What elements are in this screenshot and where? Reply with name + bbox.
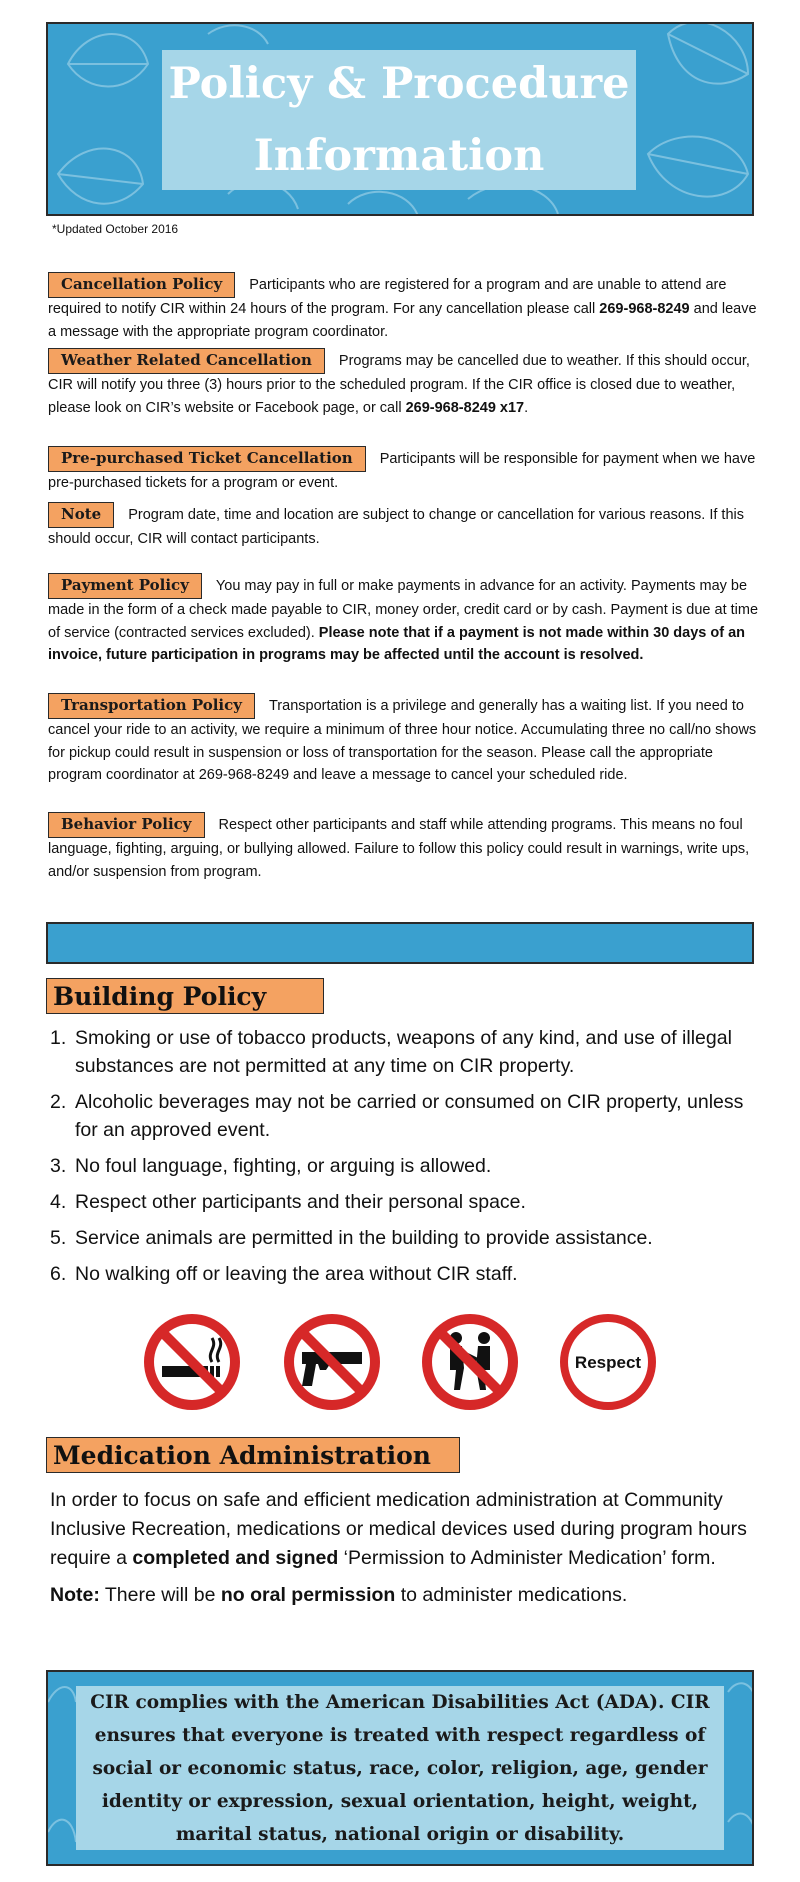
list-item: 2. Alcoholic beverages may not be carried or consumed on CIR property, unless for an approved event. xyxy=(50,1091,744,1141)
cancellation-policy-label: Cancellation Policy xyxy=(48,272,235,298)
list-item: 4. Respect other participants and their personal space. xyxy=(50,1191,526,1213)
page-title-line1: Policy & Procedure xyxy=(168,59,630,109)
payment-policy-label: Payment Policy xyxy=(48,573,202,599)
behavior-text: Respect other participants and staff while attending programs. This means no foul language, fighting, arguing, or bullying allowed. Failure to follow this policy could result in warnings, write ups, and/or suspension from program. xyxy=(48,817,750,880)
updated-note: *Updated October 2016 xyxy=(52,222,179,236)
list-item: 5. Service animals are permitted in the building to provide assistance. xyxy=(50,1227,653,1249)
weather-policy xyxy=(48,348,760,419)
weather-text1: Programs may be cancelled due to weather. If this should occur, CIR will notify you three (3) hours prior to the scheduled program. If the CIR office is closed due to weather, please look on CIR’s website or Facebook page, or call xyxy=(48,353,750,416)
transportation-text: Transportation is a privilege and generally has a waiting list. If you need to cancel your ride to an activity, we require a minimum of three hour notice. Accumulating three no call/no shows for pickup could result in suspension or loss of transportation for the season. Please call the appropriate program coordinator at 269-968-8249 and leave a message to cancel your scheduled ride. xyxy=(48,698,757,783)
building-rules-list xyxy=(50,1024,750,1296)
page-title-line2: Information xyxy=(253,131,545,181)
respect-label: Respect xyxy=(574,1353,642,1372)
cancellation-phone: 269-968-8249 xyxy=(599,301,690,317)
ada-footer-banner xyxy=(46,1670,754,1866)
list-item: 1. Smoking or use of tobacco products, weapons of any kind, and use of illegal substances are not permitted at any time on CIR property. xyxy=(50,1027,732,1077)
transportation-policy xyxy=(48,693,760,787)
list-item: 3. No foul language, fighting, or arguing is allowed. xyxy=(50,1155,492,1177)
payment-policy xyxy=(48,573,760,667)
list-item: 6. No walking off or leaving the area without CIR staff. xyxy=(50,1263,518,1285)
behavior-policy xyxy=(48,812,760,883)
header-title-box xyxy=(162,50,636,190)
note-label: Note xyxy=(48,502,114,528)
note-text: Program date, time and location are subject to change or cancellation for various reasons. If this should occur, CIR will contact participants. xyxy=(48,507,744,547)
medication-paragraph: In order to focus on safe and efficient medication administration at Community Inclusive Recreation, medications or medical devices used during program hours require a completed and signed ‘Permission to Administer Medication’ form. xyxy=(50,1489,747,1569)
note-policy xyxy=(48,502,760,551)
ticket-policy-label: Pre-purchased Ticket Cancellation xyxy=(48,446,366,472)
ada-statement-box xyxy=(76,1686,724,1850)
transportation-policy-label: Transportation Policy xyxy=(48,693,255,719)
header-banner xyxy=(46,22,754,216)
section-divider-bar xyxy=(46,922,754,964)
no-fighting-icon xyxy=(420,1312,520,1412)
ticket-text: Participants will be responsible for payment when we have pre-purchased tickets for a program or event. xyxy=(48,451,756,491)
respect-icon xyxy=(558,1312,658,1412)
medication-note: Note: There will be no oral permission to administer medications. xyxy=(50,1584,628,1606)
ticket-policy xyxy=(48,446,760,495)
rule-signs xyxy=(0,1312,800,1416)
building-policy-heading: Building Policy xyxy=(46,978,324,1014)
medication-heading: Medication Administration xyxy=(46,1437,460,1473)
behavior-policy-label: Behavior Policy xyxy=(48,812,205,838)
payment-text: You may pay in full or make payments in advance for an activity. Payments may be made in the form of a check made payable to CIR, money order, credit card or by cash. Payment is due at time of service (contracted services excluded). xyxy=(48,578,759,641)
payment-warning: Please note that if a payment is not made within 30 days of an invoice, future participation in programs may be affected until the account is resolved. xyxy=(48,624,746,663)
cancellation-policy xyxy=(48,272,760,343)
ada-statement: CIR complies with the American Disabilities Act (ADA). CIR ensures that everyone is treated with respect regardless of social or economic status, race, color, religion, age, gender identity or expression, sexual orientation, height, weight, marital status, national origin or disability. xyxy=(90,1691,710,1845)
no-weapons-icon xyxy=(282,1312,382,1412)
cancellation-text2: and leave a message with the appropriate program coordinator. xyxy=(48,301,757,340)
medication-section xyxy=(50,1486,750,1618)
no-smoking-icon xyxy=(142,1312,242,1412)
weather-policy-label: Weather Related Cancellation xyxy=(48,348,325,374)
cancellation-text1: Participants who are registered for a program and are unable to attend are required to notify CIR within 24 hours of the program. For any cancellation please call xyxy=(48,277,727,317)
weather-text2: . xyxy=(524,399,529,416)
weather-phone: 269-968-8249 x17 xyxy=(405,399,525,416)
